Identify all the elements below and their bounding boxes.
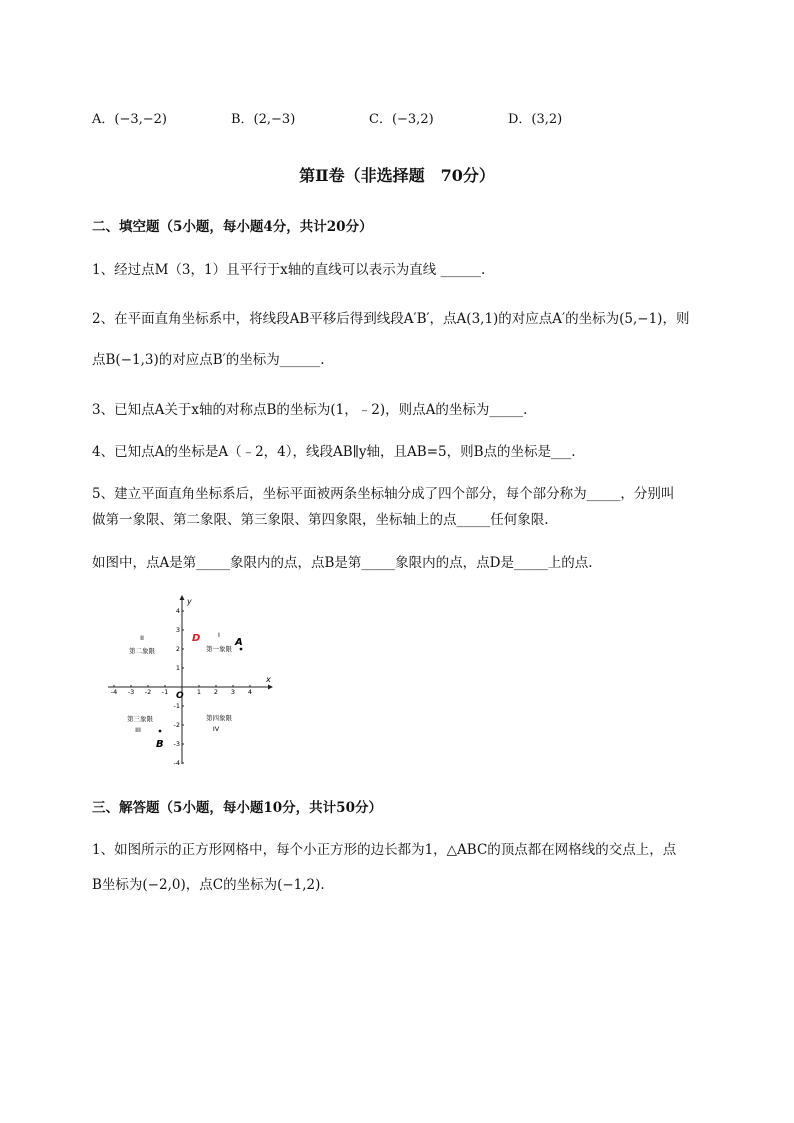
question-4: 4、已知点A的坐标是A（﹣2，4），线段AB∥y轴，且AB=5，则B点的坐标是___.: [92, 444, 576, 460]
quadrant-i-label: 第一象限: [206, 645, 232, 653]
y-tick-label: 4: [175, 607, 180, 615]
x-axis-label: x: [266, 675, 271, 684]
question-3: 3、已知点A关于x轴的对称点B的坐标为(1，﹣2)，则点A的坐标为_____.: [92, 402, 528, 418]
y-axis-arrow-icon: [180, 595, 185, 600]
x-axis-arrow-icon: [268, 685, 273, 690]
option-c: C．(−3,2): [369, 112, 434, 127]
answer-question-1-line-1: 1、如图所示的正方形网格中，每个小正方形的边长都为1，△ABC的顶点都在网格线的交点上，点: [92, 842, 677, 858]
y-tick-label: -1: [173, 702, 180, 710]
y-tick-label: -3: [173, 740, 180, 748]
x-tick-label: -3: [127, 688, 135, 696]
question-1: 1、经过点M（3，1）且平行于x轴的直线可以表示为直线 ______.: [92, 262, 486, 278]
quadrant-ii-numeral: II: [140, 634, 144, 642]
point-a-dot: [240, 648, 243, 651]
answer-section-heading: 三、解答题（5小题，每小题10分，共计50分）: [92, 800, 382, 816]
quadrant-ii-label: 第二象限: [129, 647, 155, 655]
fill-section-heading: 二、填空题（5小题，每小题4分，共计20分）: [92, 219, 373, 235]
question-2-line-2: 点B(−1,3)的对应点B′的坐标为______.: [92, 352, 325, 368]
x-tick-label: -1: [161, 688, 169, 696]
point-b-dot: [159, 730, 162, 733]
y-tick-label: 3: [175, 626, 180, 634]
quadrant-iii-label: 第三象限: [127, 715, 153, 723]
quadrant-iv-numeral: IV: [212, 725, 220, 733]
y-tick-label: 1: [175, 664, 180, 672]
option-d: D．(3,2): [508, 112, 563, 127]
y-tick-label: 2: [175, 645, 180, 653]
quadrant-iii-numeral: III: [135, 726, 141, 734]
quadrant-figure: [104, 592, 274, 770]
quadrant-iv-label: 第四象限: [206, 714, 232, 722]
x-tick-label: -2: [144, 688, 152, 696]
origin-label: O: [176, 691, 184, 701]
x-tick-label: 2: [213, 688, 219, 696]
x-tick-label: -4: [110, 688, 118, 696]
question-2-line-1: 2、在平面直角坐标系中，将线段AB平移后得到线段A′B′，点A(3,1)的对应点A′的坐标为(5,−1)，则: [92, 311, 690, 327]
y-tick-label: -4: [173, 759, 180, 767]
question-5-line-1: 5、建立平面直角坐标系后，坐标平面被两条坐标轴分成了四个部分，每个部分称为_____，分别叫: [92, 486, 675, 502]
option-b: B．(2,−3): [231, 112, 296, 127]
answer-question-1-line-2: B坐标为(−2,0)，点C的坐标为(−1,2).: [92, 877, 325, 893]
point-d-label: D: [192, 633, 201, 644]
question-5-line-3: 如图中，点A是第_____象限内的点，点B是第_____象限内的点，点D是_____上的点.: [92, 555, 593, 571]
option-a: A．(−3,−2): [92, 112, 167, 127]
x-tick-label: 1: [196, 688, 202, 696]
point-a-label: A: [235, 637, 243, 648]
x-tick-label: 3: [230, 688, 236, 696]
y-axis-label: y: [187, 597, 192, 606]
question-5-line-2: 做第一象限、第二象限、第三象限、第四象限，坐标轴上的点_____任何象限.: [92, 512, 549, 528]
part2-title: 第Ⅱ卷（非选择题 70分）: [299, 166, 495, 185]
quadrant-i-numeral: I: [218, 631, 220, 639]
x-tick-label: 4: [247, 688, 253, 696]
point-b-label: B: [156, 739, 164, 750]
y-tick-label: -2: [173, 721, 180, 729]
